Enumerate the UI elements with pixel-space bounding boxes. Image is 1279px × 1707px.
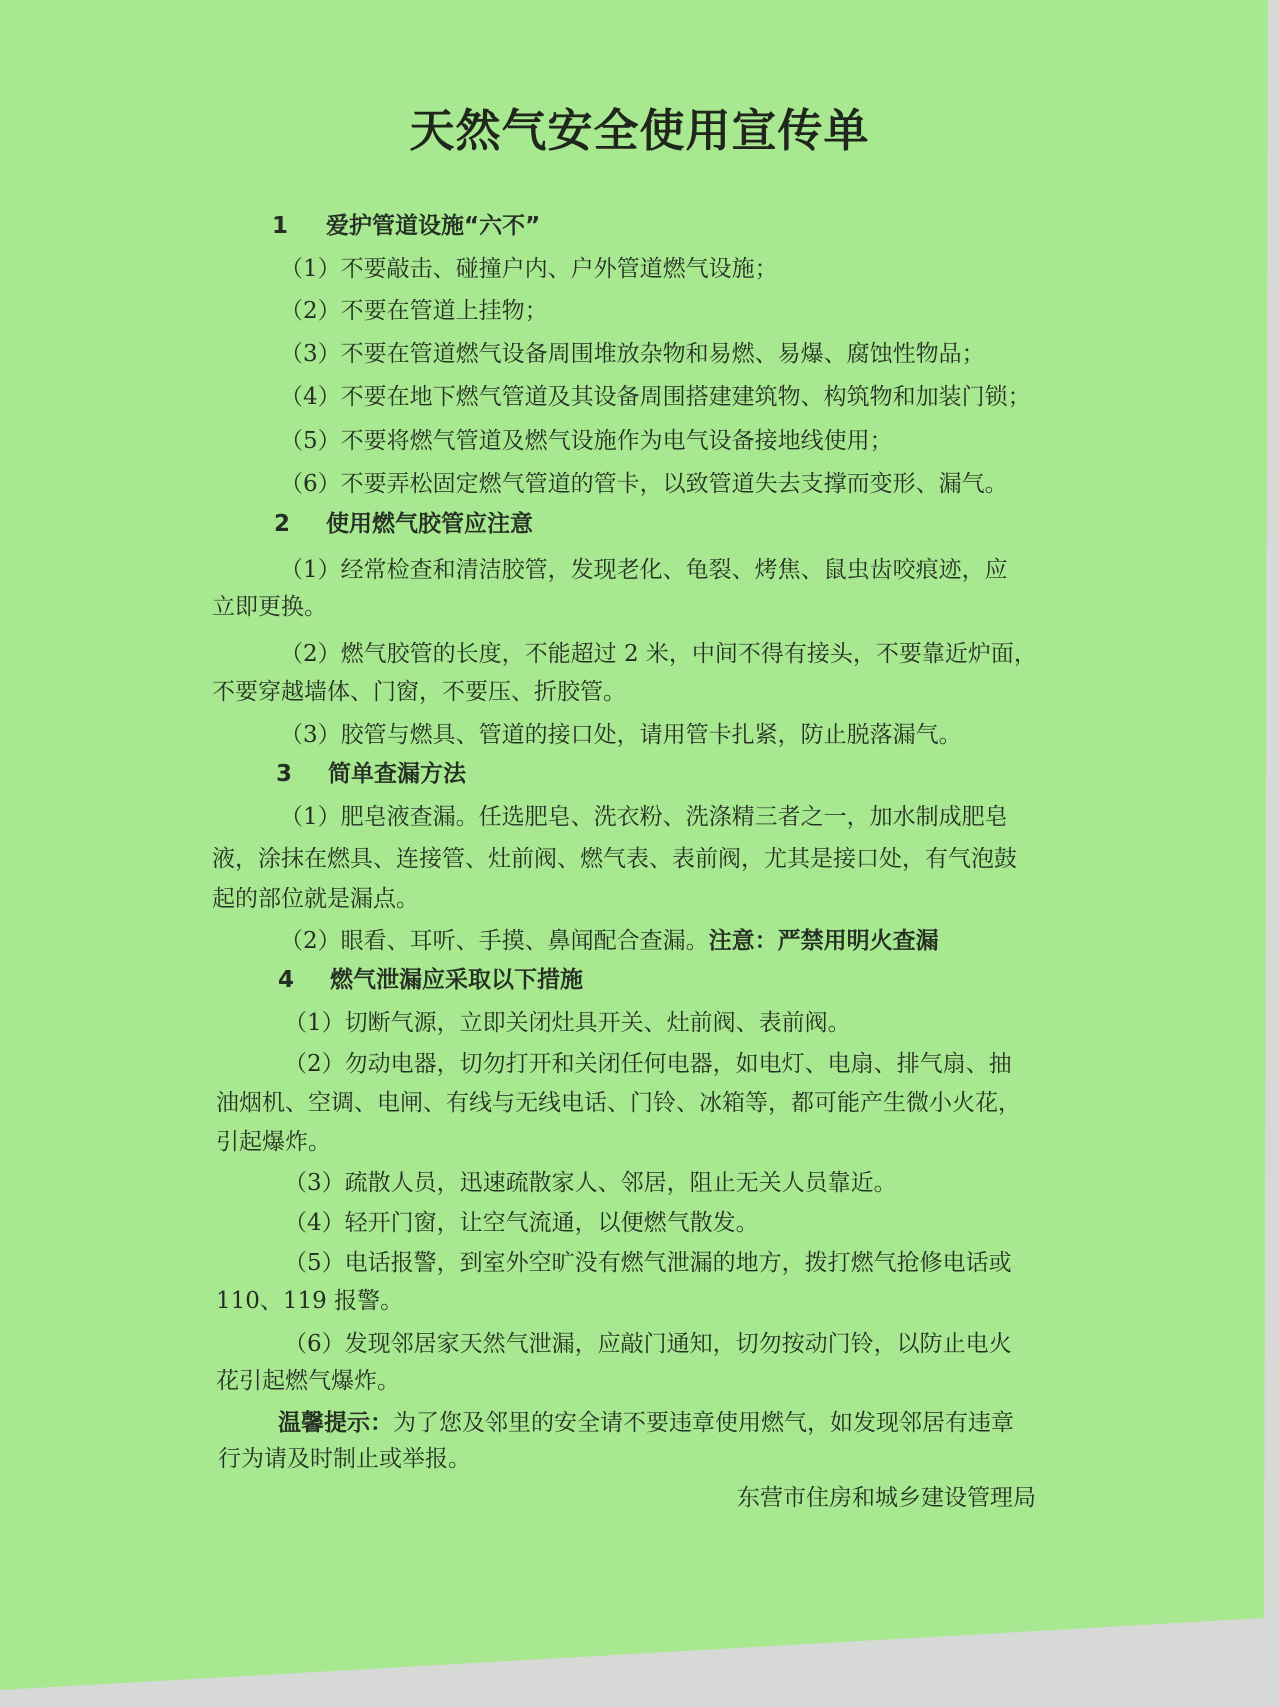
section-2-number: 2 — [274, 511, 291, 537]
section-1-line-5: （5）不要将燃气管道及燃气设施作为电气设备接地线使用； — [280, 428, 893, 454]
section-2-line-5: （3）胶管与燃具、管道的接口处，请用管卡扎紧，防止脱落漏气。 — [280, 722, 962, 748]
section-4-line-7: （5）电话报警，到室外空旷没有燃气泄漏的地方，拨打燃气抢修电话或 — [284, 1250, 1012, 1276]
section-3-line-2: 液，涂抹在燃具、连接管、灶前阀、燃气表、表前阀，尤其是接口处，有气泡鼓 — [212, 846, 1017, 872]
section-3-warning: 注意：严禁用明火查漏 — [708, 928, 939, 954]
section-4-line-3: 油烟机、空调、电闸、有线与无线电话、门铃、冰箱等，都可能产生微小火花， — [216, 1090, 1021, 1116]
section-4-number: 4 — [278, 967, 295, 993]
section-2-line-4: 不要穿越墙体、门窗，不要压、折胶管。 — [212, 679, 626, 705]
section-3-line-4-text: （2）眼看、耳听、手摸、鼻闻配合查漏。 — [280, 928, 709, 954]
section-1-number: 1 — [272, 213, 289, 239]
section-4-line-6: （4）轻开门窗，让空气流通，以便燃气散发。 — [284, 1210, 759, 1236]
section-2-heading: 使用燃气胶管应注意 — [326, 511, 533, 537]
section-1-line-6: （6）不要弄松固定燃气管道的管卡，以致管道失去支撑而变形、漏气。 — [280, 471, 1008, 497]
section-4-line-5: （3）疏散人员，迅速疏散家人、邻居，阻止无关人员靠近。 — [284, 1170, 897, 1196]
section-2-line-3: （2）燃气胶管的长度，不能超过 2 米，中间不得有接头，不要靠近炉面， — [280, 641, 1037, 667]
section-4-line-4: 引起爆炸。 — [216, 1129, 331, 1155]
section-4-line-2: （2）勿动电器，切勿打开和关闭任何电器，如电灯、电扇、排气扇、抽 — [284, 1051, 1012, 1077]
section-1-line-2: （2）不要在管道上挂物； — [280, 298, 548, 324]
section-3-line-3: 起的部位就是漏点。 — [212, 886, 419, 912]
section-1-line-3: （3）不要在管道燃气设备周围堆放杂物和易燃、易爆、腐蚀性物品； — [280, 341, 985, 367]
section-4-heading: 燃气泄漏应采取以下措施 — [330, 967, 583, 993]
flyer-title: 天然气安全使用宣传单 — [409, 104, 870, 157]
tip-text-1: 为了您及邻里的安全请不要违章使用燃气，如发现邻居有违章 — [393, 1410, 1014, 1436]
section-3-line-4 — [280, 930, 939, 953]
section-4-line-9: （6）发现邻居家天然气泄漏，应敲门通知，切勿按动门铃，以防止电火 — [284, 1331, 1012, 1357]
section-4-line-8: 110、119 报警。 — [216, 1288, 404, 1314]
tip-line-2: 行为请及时制止或举报。 — [218, 1446, 471, 1472]
tip-line-1 — [278, 1412, 1014, 1435]
tip-label: 温馨提示： — [278, 1410, 393, 1436]
section-4-line-1: （1）切断气源，立即关闭灶具开关、灶前阀、表前阀。 — [284, 1010, 851, 1036]
section-2-line-1: （1）经常检查和清洁胶管，发现老化、龟裂、烤焦、鼠虫齿咬痕迹，应 — [280, 557, 1008, 583]
section-2-line-2: 立即更换。 — [212, 594, 327, 620]
section-1-heading: 爱护管道设施“六不” — [326, 213, 541, 239]
section-1-line-4: （4）不要在地下燃气管道及其设备周围搭建建筑物、构筑物和加装门锁； — [280, 384, 1031, 410]
section-4-line-10: 花引起燃气爆炸。 — [216, 1368, 400, 1394]
section-3-heading: 简单查漏方法 — [328, 761, 466, 787]
section-3-line-1: （1）肥皂液查漏。任选肥皂、洗衣粉、洗涤精三者之一，加水制成肥皂 — [280, 804, 1008, 830]
section-1-line-1: （1）不要敲击、碰撞户内、户外管道燃气设施； — [280, 256, 778, 282]
section-3-number: 3 — [276, 761, 293, 787]
issuer-signature: 东营市住房和城乡建设管理局 — [737, 1485, 1036, 1511]
